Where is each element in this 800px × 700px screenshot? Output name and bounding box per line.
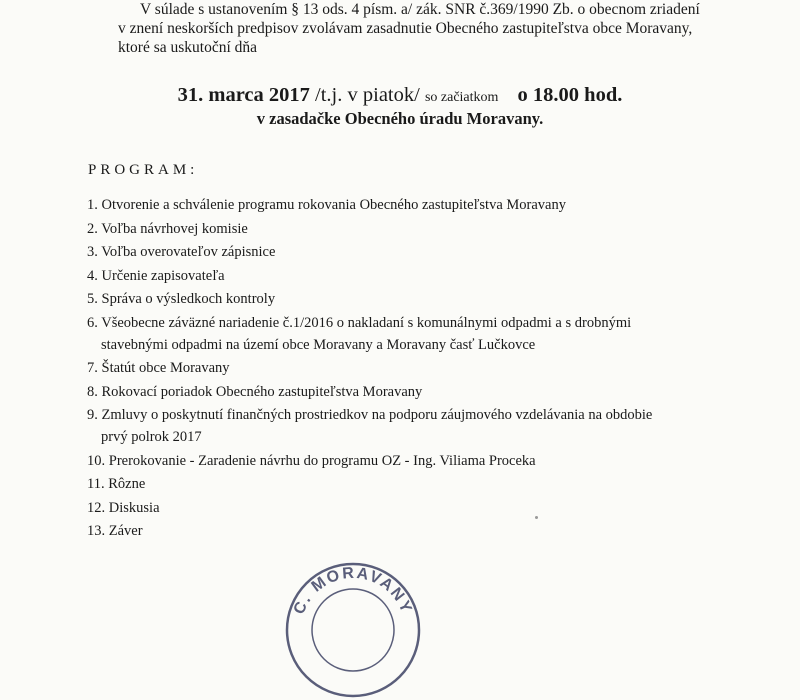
agenda-item-text: 8. Rokovací poriadok Obecného zastupiteľstva Moravany (87, 383, 423, 400)
agenda-item (87, 197, 787, 214)
intro-paragraph (118, 0, 758, 57)
meeting-time: o 18.00 hod. (517, 84, 623, 106)
agenda-item-text: 5. Správa o výsledkoch kontroly (87, 291, 276, 307)
agenda-item-text: 7. Štatút obce Moravany (87, 360, 230, 376)
agenda-item (87, 453, 787, 470)
meeting-start-label: so začiatkom (424, 90, 499, 105)
intro-line-3: ktoré sa uskutoční dňa (118, 39, 258, 56)
agenda-item (87, 360, 787, 377)
agenda-item-text: 12. Diskusia (87, 499, 160, 516)
agenda-item-text: 4. Určenie zapisovateľa (87, 267, 225, 284)
stamp-outer-ring (287, 564, 419, 696)
stamp-text: C. MORAVANY (290, 564, 416, 617)
agenda-item (87, 315, 787, 354)
agenda-item (87, 523, 787, 540)
agenda-item-continuation: stavebnými odpadmi na území obce Moravany a Moravany časť Lučkovce (101, 336, 536, 353)
agenda-item (87, 384, 787, 401)
meeting-date-line (0, 84, 800, 107)
agenda-item-text: 6. Všeobecne záväzné nariadenie č.1/2016 o nakladaní s komunálnymi odpadmi a s drobnými (87, 314, 632, 331)
official-stamp (283, 560, 423, 700)
agenda-item (87, 244, 787, 261)
paper-speck (535, 516, 538, 519)
agenda-item-text: 13. Záver (87, 523, 143, 539)
program-heading: PROGRAM: (88, 162, 199, 178)
intro-line-1: V súlade s ustanovením § 13 ods. 4 písm. a/ zák. SNR č.369/1990 Zb. o obecnom zriadení (140, 1, 700, 18)
agenda-item-text: 11. Rôzne (87, 476, 146, 492)
agenda-item (87, 291, 787, 308)
agenda-item-text: 9. Zmluvy o poskytnutí finančných prostriedkov na podporu záujmového vzdelávania na obdobie (87, 407, 653, 423)
agenda-item (87, 407, 787, 446)
agenda-item (87, 476, 787, 493)
agenda-item (87, 221, 787, 238)
meeting-place: v zasadačke Obecného úradu Moravany. (256, 109, 544, 128)
stamp-inner-ring (312, 589, 394, 671)
agenda-item (87, 268, 787, 285)
intro-line-2: v znení neskorších predpisov zvolávam zasadnutie Obecného zastupiteľstva obce Moravany, (118, 20, 693, 37)
meeting-date: 31. marca 2017 (177, 84, 310, 106)
agenda-item-text: 2. Voľba návrhovej komisie (87, 220, 248, 237)
agenda-item-text: 3. Voľba overovateľov zápisnice (87, 244, 276, 260)
agenda-list (87, 197, 787, 547)
agenda-item-text: 10. Prerokovanie - Zaradenie návrhu do programu OZ - Ing. Viliama Proceka (87, 452, 536, 469)
agenda-item-text: 1. Otvorenie a schválenie programu rokovania Obecného zastupiteľstva Moravany (87, 197, 566, 213)
agenda-item-continuation: prvý polrok 2017 (101, 429, 202, 445)
meeting-weekday: /t.j. v piatok/ (315, 84, 420, 106)
agenda-item (87, 500, 787, 517)
